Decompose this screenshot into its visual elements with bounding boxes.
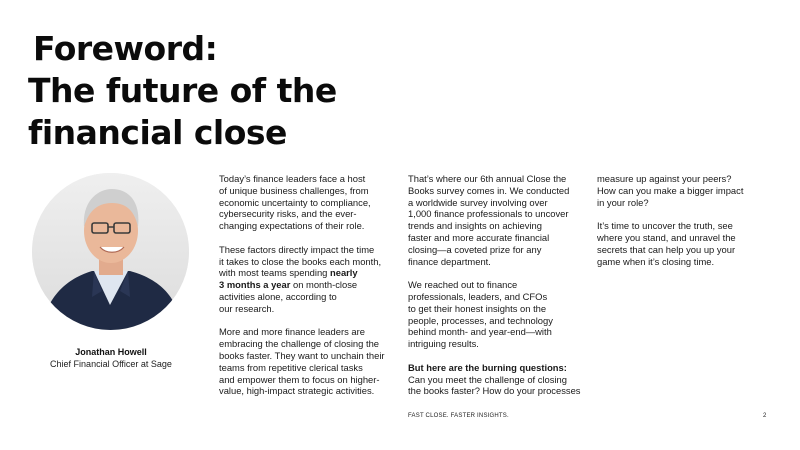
text-line: Today’s finance leaders face a host [219, 173, 366, 184]
paragraph [408, 279, 583, 350]
text-line: intriguing results. [408, 338, 479, 350]
text-line [408, 362, 583, 374]
paragraph [408, 362, 583, 397]
text-line: We reached out to finance [408, 279, 518, 291]
text-line: finance department. [408, 255, 491, 267]
text-run: with most teams spending [219, 267, 330, 279]
highlight-text: 3 months a year [219, 279, 291, 291]
text-line: in your role? [597, 196, 649, 208]
text-line: teams from repetitive clerical tasks [219, 361, 363, 373]
text-line: our research. [219, 302, 275, 314]
author-name: Jonathan Howell [75, 347, 147, 357]
text-line: How can you make a bigger impact [597, 184, 744, 196]
text-line: cybersecurity risks, and the ever- [219, 208, 357, 220]
body-column-3 [597, 173, 772, 279]
page-title [28, 28, 337, 154]
text-line: to get their honest insights on the [408, 302, 547, 314]
paragraph [219, 244, 394, 315]
text-line: embracing the challenge of closing the [219, 338, 379, 350]
text-line: measure up against your peers? [597, 173, 732, 184]
paragraph [219, 173, 394, 232]
footer-label: FAST CLOSE. FASTER INSIGHTS. [408, 413, 509, 419]
text-line: value, high-impact strategic activities. [219, 385, 375, 397]
text-line: behind month- and year-end—with [408, 326, 552, 338]
paragraph [408, 173, 583, 267]
highlight-text: But here are the burning questions: [408, 361, 567, 373]
text-line: economic uncertainty to compliance, [219, 196, 371, 208]
text-line: people, processes, and technology [408, 314, 553, 326]
text-line: and empower them to focus on higher- [219, 373, 380, 385]
paragraph [597, 173, 772, 208]
text-line: Can you meet the challenge of closing [408, 373, 567, 385]
text-line: professionals, leaders, and CFOs [408, 290, 548, 302]
text-line: closing—a coveted prize for any [408, 243, 542, 255]
text-line: books faster. They want to unchain their [219, 349, 385, 361]
title-line-3: financial close [28, 113, 287, 152]
text-line: secrets that can help you up your [597, 243, 736, 255]
text-line: a worldwide survey involving over [408, 196, 548, 208]
text-line: 1,000 finance professionals to uncover [408, 208, 569, 220]
text-line: That’s where our 6th annual Close the [408, 173, 567, 184]
text-line [219, 267, 394, 279]
text-line: It’s time to uncover the truth, see [597, 220, 733, 232]
text-line: game when it’s closing time. [597, 255, 715, 267]
text-line: faster and more accurate financial [408, 231, 550, 243]
paragraph [219, 326, 394, 397]
text-line: More and more finance leaders are [219, 326, 365, 338]
text-run: on month-close [290, 279, 358, 291]
text-line: Books survey comes in. We conducted [408, 184, 570, 196]
page-number: 2 [763, 413, 767, 419]
author-caption [30, 346, 192, 370]
author-portrait [32, 173, 189, 330]
text-line: where you stand, and unravel the [597, 231, 736, 243]
paragraph [597, 220, 772, 267]
body-column-1 [219, 173, 394, 409]
text-line: activities alone, according to [219, 290, 337, 302]
text-line: trends and insights on achieving [408, 220, 542, 232]
body-column-2 [408, 173, 583, 409]
text-line: These factors directly impact the time [219, 243, 375, 255]
title-line-1: Foreword: [33, 29, 218, 68]
title-line-2: The future of the [28, 71, 337, 110]
text-line: it takes to close the books each month, [219, 255, 382, 267]
text-line [219, 279, 394, 291]
highlight-text: nearly [330, 267, 358, 279]
text-line: the books faster? How do your processes [408, 385, 581, 397]
text-line: of unique business challenges, from [219, 184, 369, 196]
author-role: Chief Financial Officer at Sage [50, 359, 172, 369]
text-line: changing expectations of their role. [219, 220, 365, 232]
